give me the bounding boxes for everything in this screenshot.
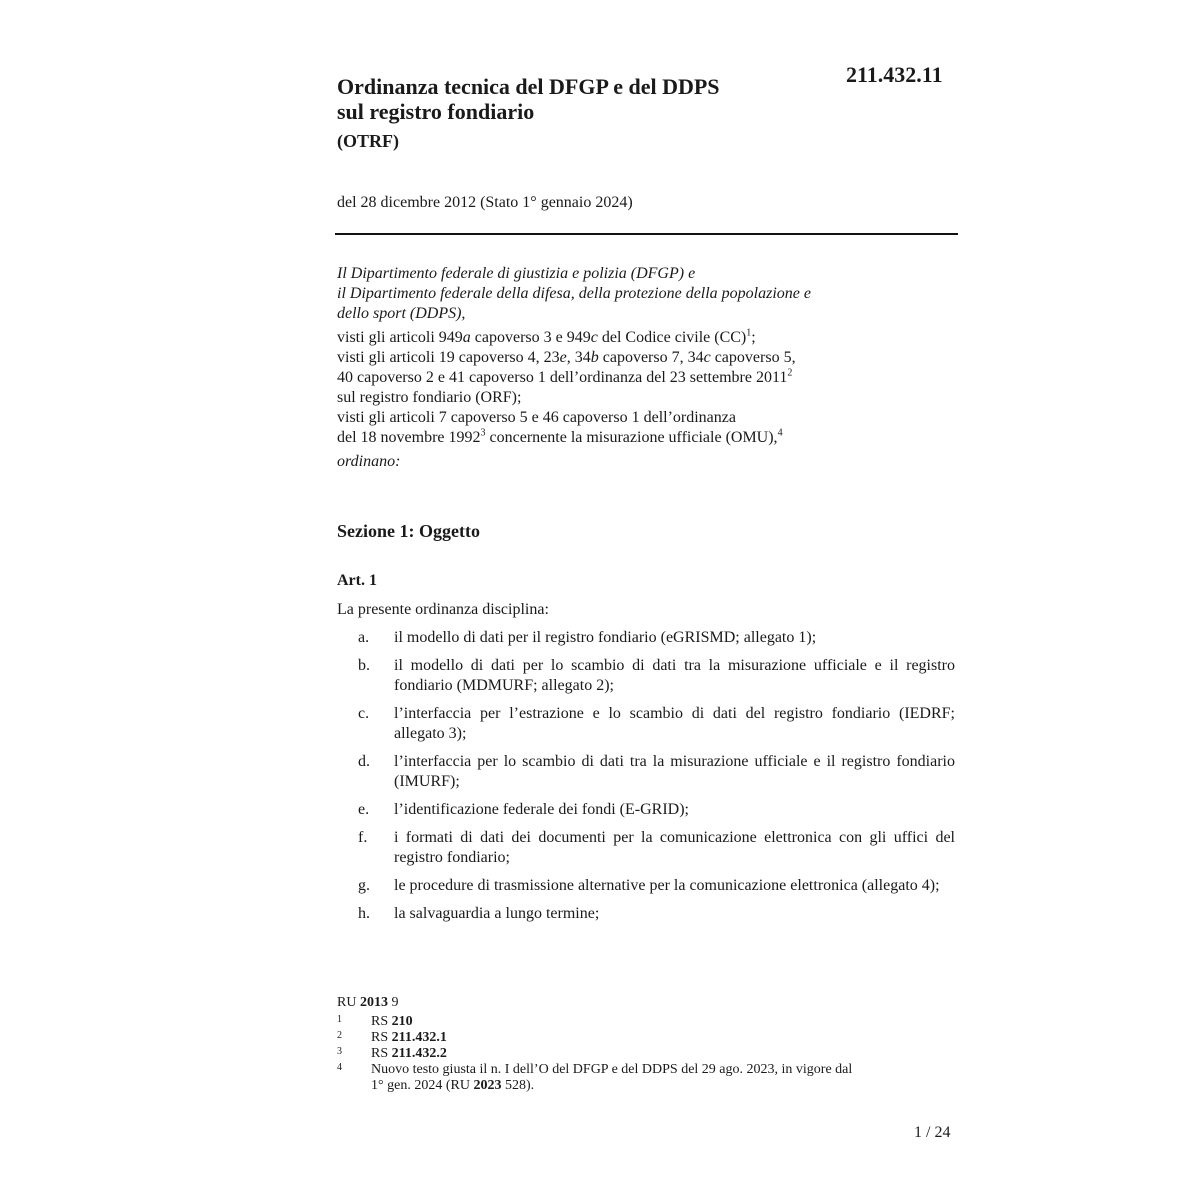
list-item [337, 628, 955, 648]
list-item [337, 752, 955, 792]
legal-basis-line: visti gli articoli 949a capoverso 3 e 949c del Codice civile (CC)$^1$; [337, 327, 756, 346]
list-text: il modello di dati per il registro fondiario (eGRISMD; allegato 1); [394, 629, 817, 646]
document-abbreviation: (OTRF) [337, 131, 399, 151]
authority-line: Il Dipartimento federale di giustizia e polizia (DFGP) e [337, 265, 696, 282]
document-number: 211.432.11 [846, 62, 943, 87]
page-number: 1 / 24 [914, 1124, 951, 1141]
footnote-number: 3 [337, 1046, 342, 1057]
list-item [337, 800, 955, 820]
sr-link[interactable]: 211.432.2 [391, 1046, 447, 1061]
official-collection-ref: RU 2013 9 [337, 995, 399, 1010]
list-item [337, 828, 955, 868]
list-text: l’interfaccia per lo scambio di dati tra la misurazione ufficiale e il registro fondiario (IMURF); [394, 753, 955, 790]
document-date: del 28 dicembre 2012 (Stato 1° gennaio 2024) [337, 194, 633, 211]
legal-basis-line: 40 capoverso 2 e 41 capoverso 1 dell’ordinanza del 23 settembre 2011$^2$ [337, 367, 793, 386]
list-item [337, 876, 955, 896]
footnote: 4 Nuovo testo giusta il n. I dell’O del DFGP e del DDPS del 29 ago. 2023, in vigore dal 1° gen. 2024 (RU 2023 528). [337, 1062, 853, 1093]
list-text: la salvaguardia a lungo termine; [394, 905, 600, 922]
authority-line: dello sport (DDPS), [337, 305, 466, 322]
footnote: 3 RS 211.432.2 [337, 1046, 447, 1061]
list-text: l’identificazione federale dei fondi (E-GRID); [394, 801, 689, 818]
list-item [337, 904, 955, 924]
article-intro: La presente ordinanza disciplina: [337, 601, 549, 618]
footnote-ref[interactable]: 2 [787, 367, 793, 379]
ordain-line: ordinano: [337, 453, 401, 470]
legal-basis-line: visti gli articoli 19 capoverso 4, 23e, 34b capoverso 7, 34c capoverso 5, [337, 349, 796, 366]
list-text: i formati di dati dei documenti per la comunicazione elettronica con gli uffici del registro fondiario; [394, 829, 955, 866]
footnote-ref[interactable]: 4 [777, 427, 783, 439]
legal-basis-line: visti gli articoli 7 capoverso 5 e 46 capoverso 1 dell’ordinanza [337, 409, 736, 426]
legal-basis-line: del 18 novembre 1992$^3$ concernente la misurazione ufficiale (OMU),$^4$ [337, 427, 783, 446]
footnote-ref[interactable]: 3 [480, 427, 486, 439]
header-divider [335, 233, 958, 235]
authority-line: il Dipartimento federale della difesa, della protezione della popolazione e [337, 285, 811, 302]
footnote-number: 2 [337, 1030, 342, 1041]
list-text: il modello di dati per lo scambio di dati tra la misurazione ufficiale e il registro fondiario (MDMURF; allegato 2); [394, 657, 955, 694]
footnote: 1 RS 210 [337, 1014, 413, 1029]
footnote: 2 RS 211.432.1 [337, 1030, 447, 1045]
list-letter: h. [358, 905, 370, 922]
footnotes [337, 1014, 937, 1094]
preamble [337, 264, 957, 472]
title-line: sul registro fondiario [337, 99, 535, 124]
list-letter: a. [358, 629, 370, 646]
legal-basis-line: sul registro fondiario (ORF); [337, 389, 522, 406]
article-heading: Art. 1 [337, 572, 377, 589]
sr-link[interactable]: 210 [391, 1014, 413, 1029]
list-letter: d. [358, 753, 370, 770]
list-letter: f. [358, 829, 368, 846]
footnote-number: 1 [337, 1014, 342, 1025]
list-text: l’interfaccia per l’estrazione e lo scambio di dati del registro fondiario (IEDRF; allegato 3); [394, 705, 955, 742]
list-text: le procedure di trasmissione alternative per la comunicazione elettronica (allegato 4); [394, 877, 940, 894]
list-letter: e. [358, 801, 370, 818]
sr-link[interactable]: 211.432.1 [391, 1030, 447, 1045]
article-list [337, 628, 955, 932]
list-letter: c. [358, 705, 370, 722]
title-line: Ordinanza tecnica del DFGP e del DDPS [337, 74, 720, 99]
list-item [337, 704, 955, 744]
footnote-number: 4 [337, 1062, 342, 1073]
list-item [337, 656, 955, 696]
list-letter: g. [358, 877, 370, 894]
footnote-ref[interactable]: 1 [746, 327, 752, 339]
section-heading: Sezione 1: Oggetto [337, 521, 480, 541]
list-letter: b. [358, 657, 370, 674]
document-title [337, 74, 817, 124]
